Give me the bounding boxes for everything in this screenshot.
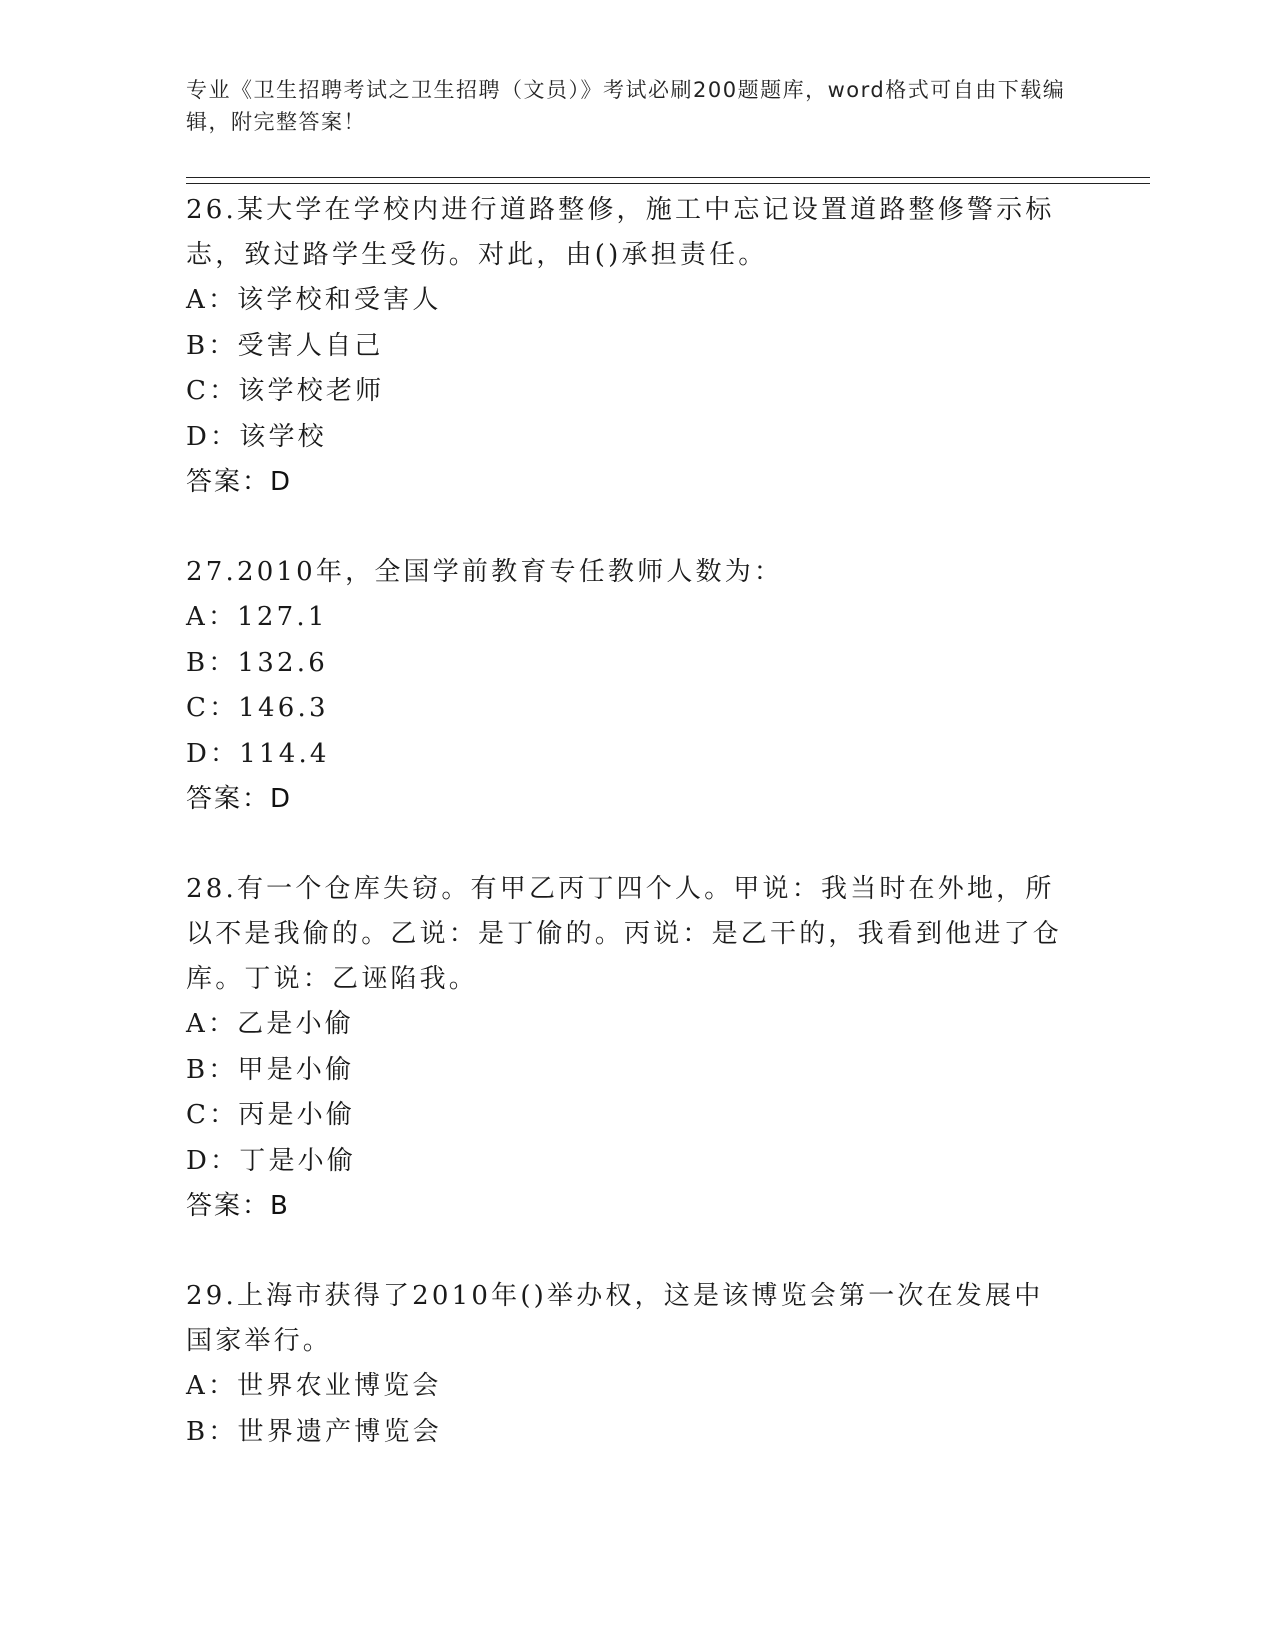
option-a: A：127.1	[186, 602, 328, 632]
option-b: B：甲是小偷	[186, 1054, 355, 1085]
option-d: D：该学校	[186, 421, 327, 452]
option-a: A：世界农业博览会	[186, 1371, 442, 1401]
option-b: B：受害人自己	[186, 330, 384, 361]
option-a: A：该学校和受害人	[186, 285, 442, 315]
answer-label: 答案：D	[186, 784, 293, 814]
option-d: D：114.4	[186, 738, 330, 769]
document-intro: 专业《卫生招聘考试之卫生招聘（文员）》考试必刷200题题库，word格式可自由下载编辑，附完整答案！	[186, 78, 1066, 134]
question-26	[186, 188, 1086, 505]
option-d: D：丁是小偷	[186, 1145, 357, 1176]
option-c: C：该学校老师	[186, 376, 385, 406]
option-a: A：乙是小偷	[186, 1009, 354, 1039]
question-text: 26.某大学在学校内进行道路整修，施工中忘记设置道路整修警示标志，致过路学生受伤。对此，由()承担责任。	[186, 195, 1055, 270]
question-28	[186, 867, 1086, 1229]
option-b: B：132.6	[186, 647, 328, 678]
question-text: 28.有一个仓库失窃。有甲乙丙丁四个人。甲说：我当时在外地，所以不是我偷的。乙说：是丁偷的。丙说：是乙干的，我看到他进了仓库。丁说：乙诬陷我。	[186, 874, 1063, 994]
question-27	[186, 550, 1086, 822]
header-divider-top	[186, 177, 1150, 178]
answer-label: 答案：B	[186, 1191, 290, 1221]
option-b: B：世界遗产博览会	[186, 1416, 442, 1447]
option-c: C：丙是小偷	[186, 1100, 356, 1130]
option-c: C：146.3	[186, 693, 329, 723]
question-list	[186, 188, 1086, 1500]
question-text: 27.2010年，全国学前教育专任教师人数为：	[186, 557, 784, 587]
question-text: 29.上海市获得了2010年()举办权，这是该博览会第一次在发展中国家举行。	[186, 1281, 1044, 1356]
question-29	[186, 1274, 1086, 1455]
answer-label: 答案：D	[186, 467, 293, 497]
header-divider-bottom	[186, 183, 1150, 184]
